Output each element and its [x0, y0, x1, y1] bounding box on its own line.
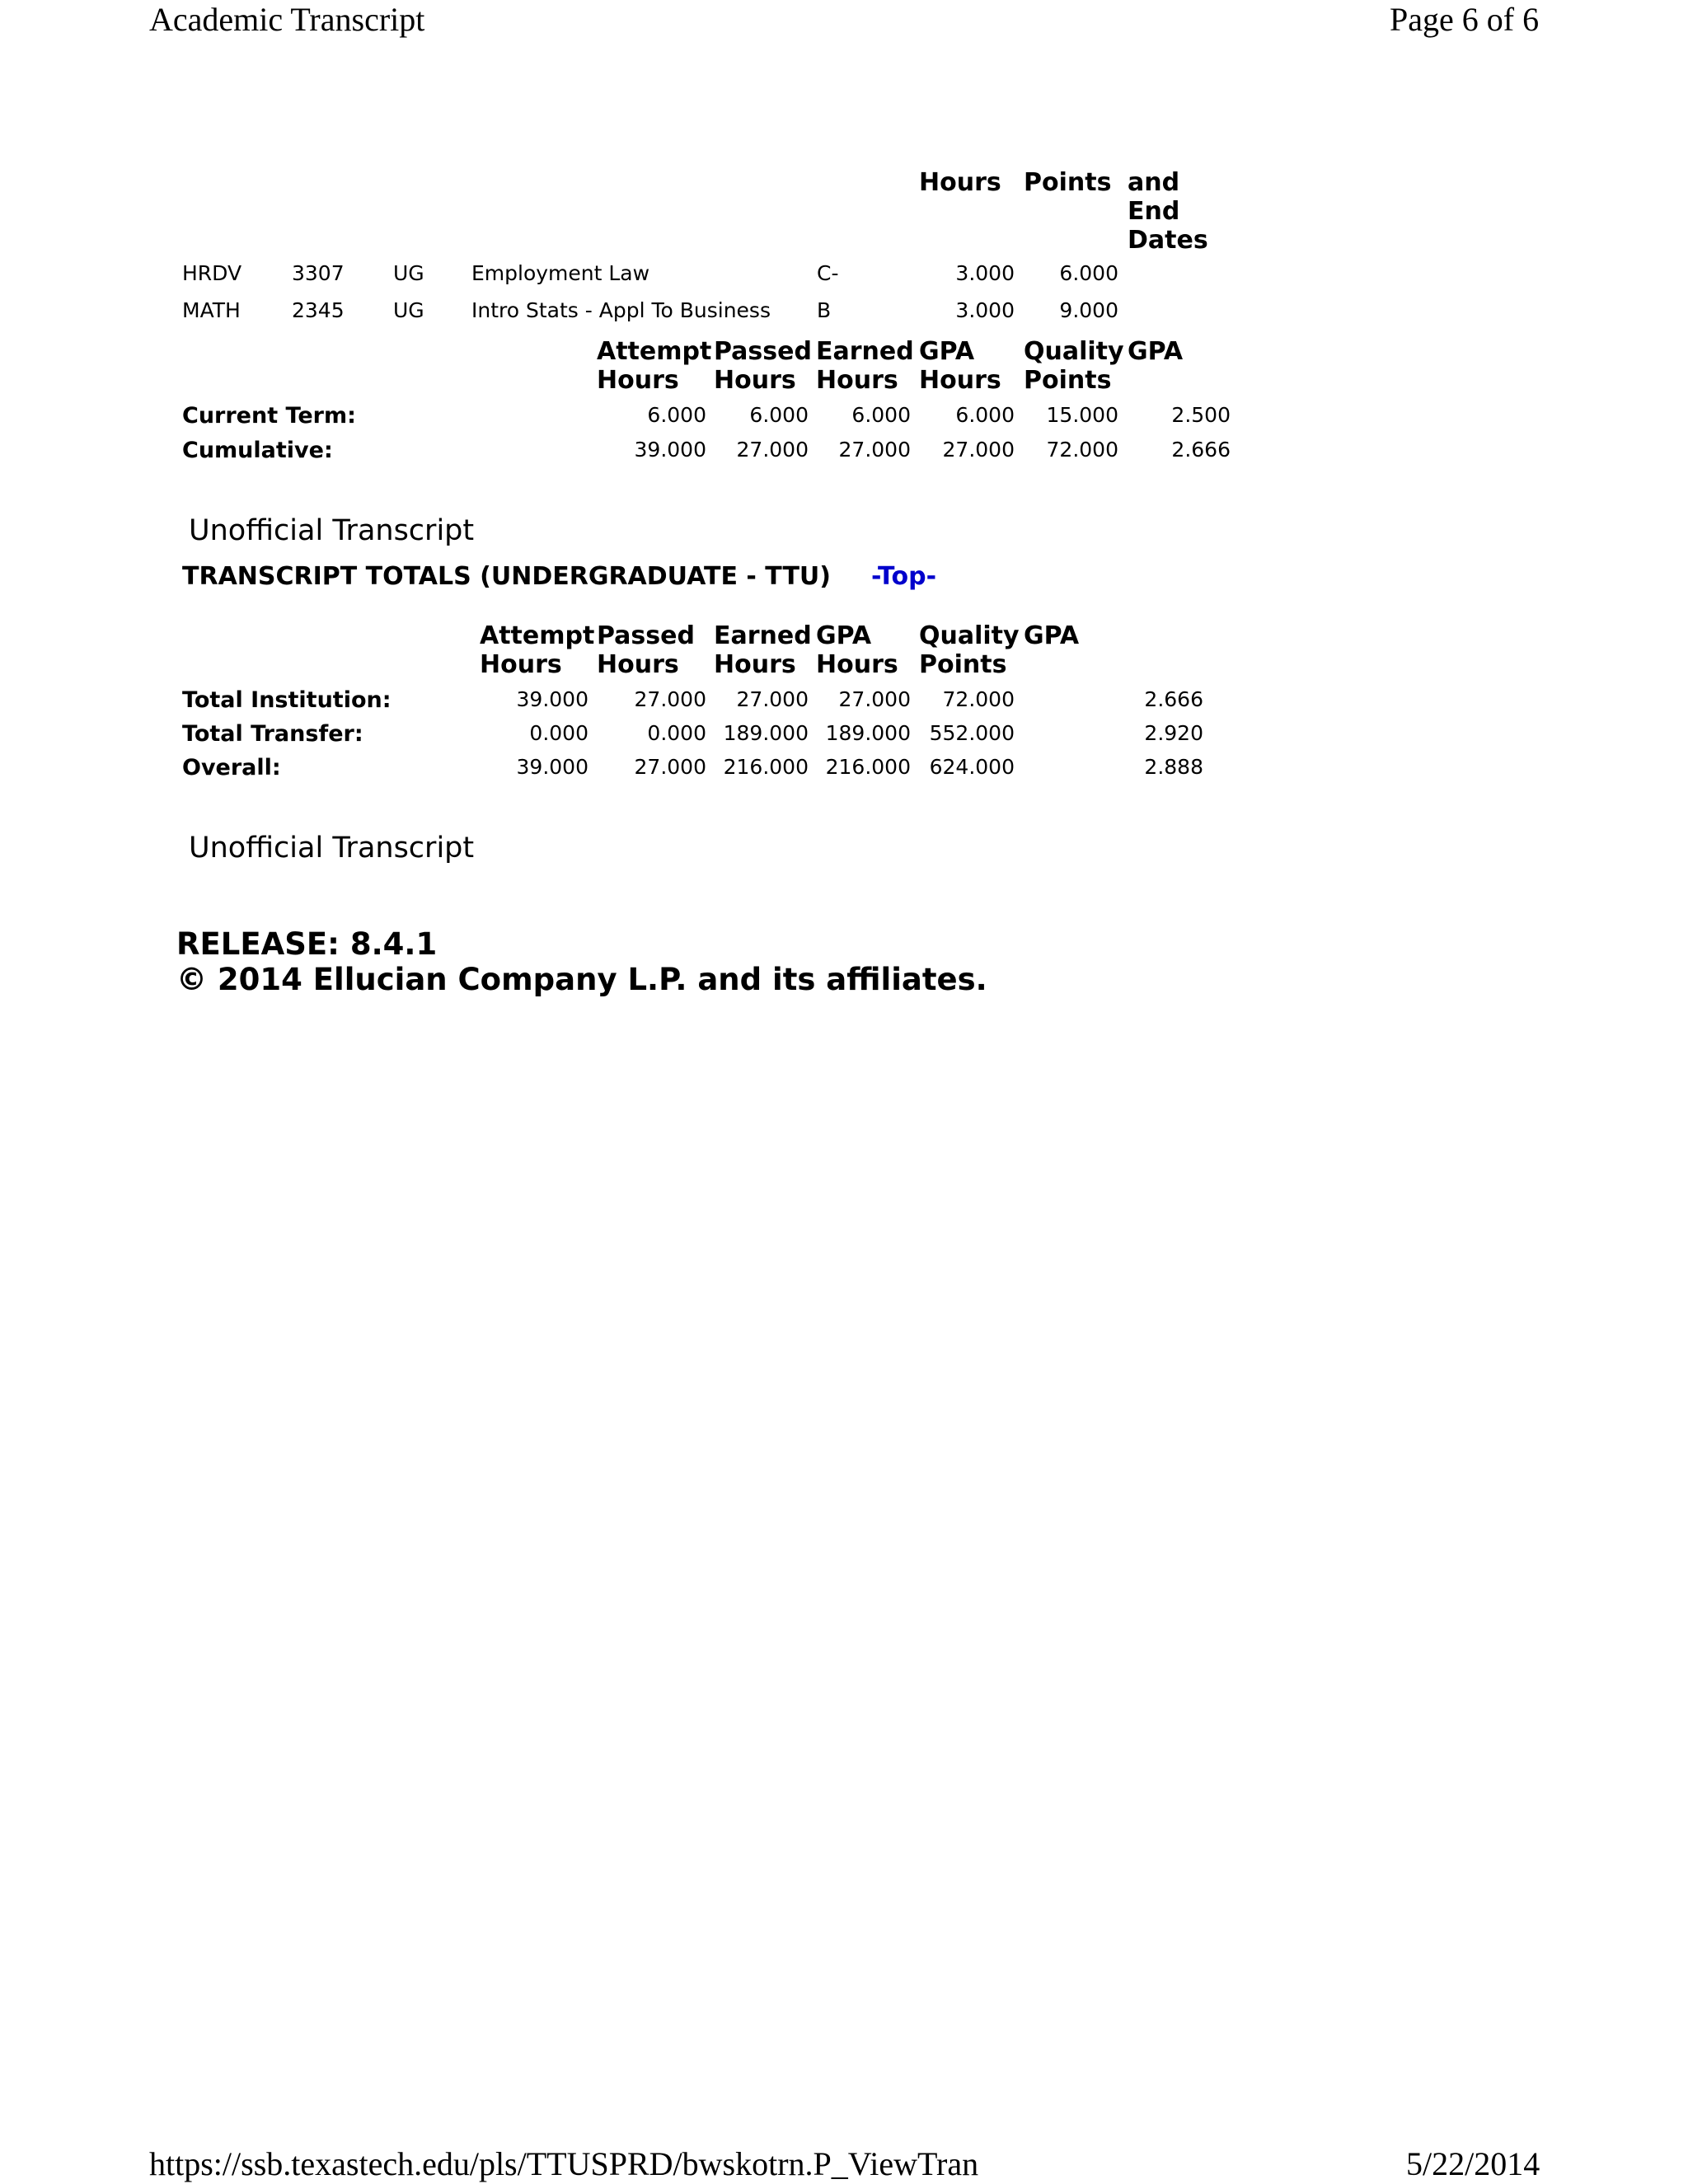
header-line: Hours — [480, 650, 562, 679]
value-gpa-hours: 27.000 — [838, 687, 911, 711]
course-hours: 3.000 — [955, 261, 1015, 285]
header-line: Hours — [714, 650, 796, 679]
value-gpa: 2.500 — [1171, 403, 1231, 427]
course-subject: MATH — [182, 298, 241, 322]
points-column-header: Points — [1024, 168, 1112, 197]
value-quality-points: 72.000 — [1046, 438, 1118, 462]
totals-header-quality — [919, 621, 1020, 679]
totals-header-gpa — [1024, 621, 1079, 650]
term-header-quality — [1024, 337, 1124, 395]
header-line: Points — [919, 650, 1007, 679]
value-gpa: 2.888 — [1144, 755, 1203, 779]
transcript-totals-title: TRANSCRIPT TOTALS (UNDERGRADUATE - TTU) — [182, 562, 831, 591]
print-url: https://ssb.texastech.edu/pls/TTUSPRD/bwskotrn.P_ViewTran — [149, 2145, 979, 2182]
copyright-notice: © 2014 Ellucian Company L.P. and its affiliates. — [176, 962, 987, 997]
totals-row-transfer — [0, 721, 1688, 748]
header-line: Quality — [1024, 337, 1124, 366]
header-line: Hours — [597, 366, 679, 395]
row-label: Current Term: — [182, 403, 356, 429]
header-line: Hours — [919, 366, 1001, 395]
unofficial-transcript-label: Unofficial Transcript — [189, 832, 475, 865]
unofficial-transcript-label: Unofficial Transcript — [189, 514, 475, 547]
value-attempt: 6.000 — [647, 403, 706, 427]
course-level: UG — [393, 261, 424, 285]
header-line: Hours — [816, 650, 898, 679]
header-line: Passed — [714, 337, 812, 366]
top-link[interactable]: -Top- — [871, 562, 937, 591]
term-header-gpa-hours — [919, 337, 1001, 395]
course-number: 2345 — [292, 298, 345, 322]
value-earned: 216.000 — [723, 755, 809, 779]
print-date: 5/22/2014 — [1406, 2145, 1540, 2182]
print-title: Academic Transcript — [149, 1, 425, 38]
value-gpa: 2.666 — [1171, 438, 1231, 462]
header-line: Passed — [597, 621, 695, 650]
value-gpa: 2.666 — [1144, 687, 1203, 711]
dates-column-header — [1128, 168, 1208, 255]
value-passed: 27.000 — [736, 438, 809, 462]
header-line: GPA — [919, 337, 975, 366]
totals-header-attempt — [480, 621, 594, 679]
hours-column-header: Hours — [919, 168, 1001, 197]
term-header-attempt — [597, 337, 711, 395]
header-line: Earned — [714, 621, 812, 650]
header-line: Attempt — [480, 621, 595, 650]
course-level: UG — [393, 298, 424, 322]
totals-row-institution — [0, 687, 1688, 714]
release-version: RELEASE: 8.4.1 — [176, 926, 438, 962]
header-line: Quality — [919, 621, 1020, 650]
course-points: 6.000 — [1059, 261, 1118, 285]
value-quality-points: 624.000 — [929, 755, 1015, 779]
term-row-cumulative — [0, 438, 1688, 464]
row-label: Total Transfer: — [182, 721, 363, 747]
term-row-current — [0, 403, 1688, 429]
header-line: Hours — [714, 366, 796, 395]
course-subject: HRDV — [182, 261, 242, 285]
value-quality-points: 552.000 — [929, 721, 1015, 745]
header-line: Earned — [816, 337, 914, 366]
dates-header-line: End — [1128, 197, 1180, 226]
header-line: GPA — [816, 621, 872, 650]
header-line: GPA — [1024, 621, 1080, 650]
value-attempt: 39.000 — [516, 687, 588, 711]
value-earned: 6.000 — [851, 403, 911, 427]
totals-header-passed — [597, 621, 695, 679]
value-attempt: 39.000 — [516, 755, 588, 779]
dates-header-line: Dates — [1128, 226, 1208, 255]
course-row — [0, 298, 1688, 323]
term-header-gpa — [1128, 337, 1183, 366]
totals-row-overall — [0, 755, 1688, 781]
value-earned: 27.000 — [736, 687, 809, 711]
term-header-earned — [816, 337, 914, 395]
course-number: 3307 — [292, 261, 345, 285]
value-gpa-hours: 27.000 — [942, 438, 1015, 462]
course-title: Employment Law — [471, 261, 650, 285]
course-grade: C- — [817, 261, 839, 285]
course-grade: B — [817, 298, 832, 322]
value-earned: 27.000 — [838, 438, 911, 462]
totals-header-gpa-hours — [816, 621, 898, 679]
value-gpa: 2.920 — [1144, 721, 1203, 745]
value-passed: 27.000 — [634, 687, 706, 711]
header-line: Points — [1024, 366, 1112, 395]
value-passed: 0.000 — [647, 721, 706, 745]
header-line: Hours — [597, 650, 679, 679]
course-title: Intro Stats - Appl To Business — [471, 298, 771, 322]
dates-header-line: and — [1128, 168, 1180, 197]
value-attempt: 0.000 — [529, 721, 588, 745]
header-line: GPA — [1128, 337, 1184, 366]
value-earned: 189.000 — [723, 721, 809, 745]
row-label: Overall: — [182, 755, 281, 780]
course-points: 9.000 — [1059, 298, 1118, 322]
row-label: Total Institution: — [182, 687, 392, 713]
course-hours: 3.000 — [955, 298, 1015, 322]
value-quality-points: 72.000 — [942, 687, 1015, 711]
value-passed: 6.000 — [749, 403, 809, 427]
header-line: Hours — [816, 366, 898, 395]
page-number: Page 6 of 6 — [1390, 1, 1540, 38]
value-gpa-hours: 6.000 — [955, 403, 1015, 427]
value-gpa-hours: 189.000 — [825, 721, 911, 745]
value-passed: 27.000 — [634, 755, 706, 779]
value-quality-points: 15.000 — [1046, 403, 1118, 427]
value-attempt: 39.000 — [634, 438, 706, 462]
row-label: Cumulative: — [182, 438, 333, 463]
term-header-passed — [714, 337, 812, 395]
value-gpa-hours: 216.000 — [825, 755, 911, 779]
course-row — [0, 261, 1688, 286]
totals-header-earned — [714, 621, 812, 679]
header-line: Attempt — [597, 337, 712, 366]
